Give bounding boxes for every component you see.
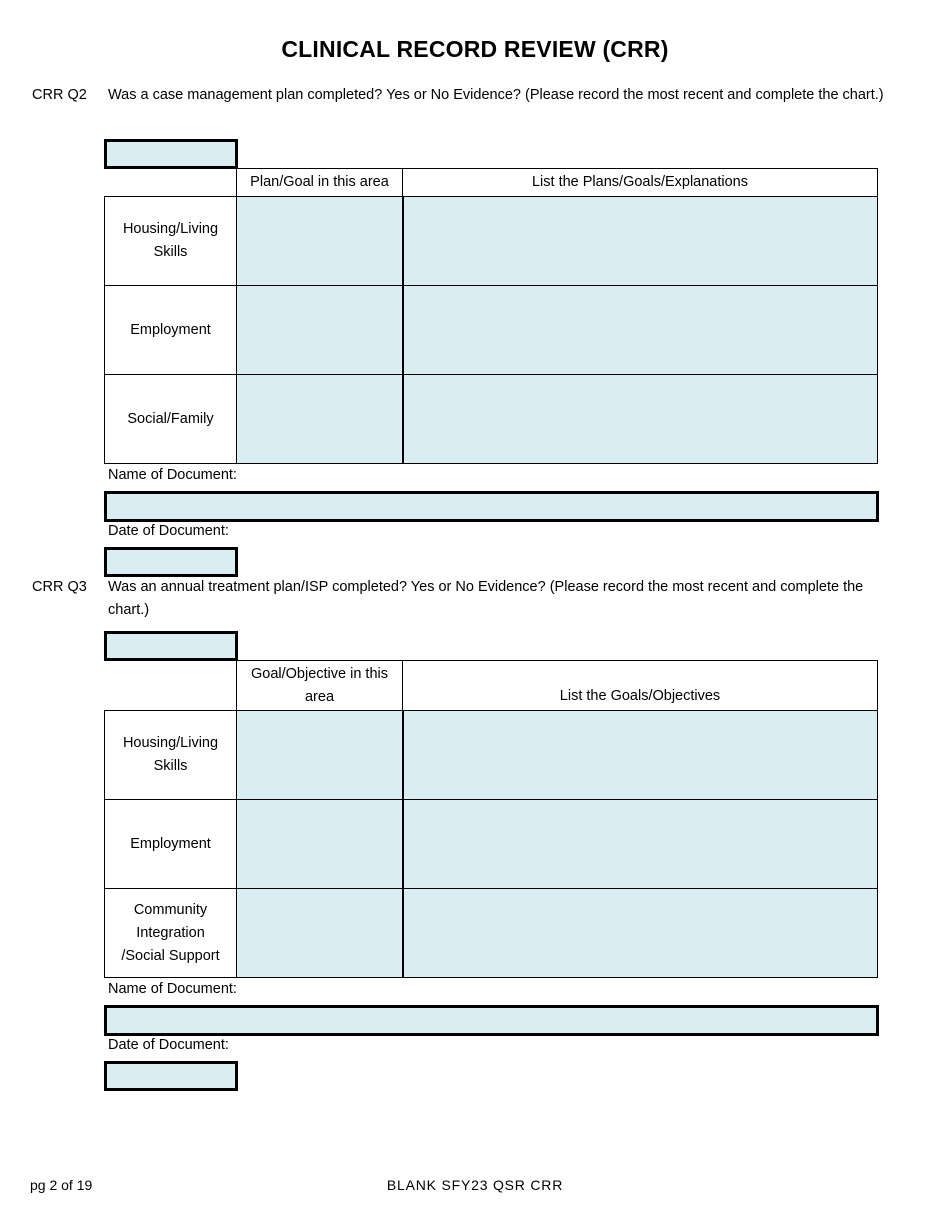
q3-row-label: Housing/Living Skills (104, 710, 237, 800)
q3-document-name-field[interactable] (104, 1005, 879, 1036)
q3-row-label: Employment (104, 799, 237, 889)
q2-question-text: Was a case management plan completed? Yes or No Evidence? (Please record the most recent and complete the chart.) (108, 87, 884, 103)
page-title: CLINICAL RECORD REVIEW (CRR) (281, 36, 669, 62)
q3-row1-list-cell[interactable] (402, 710, 878, 800)
q2-row-label: Housing/Living Skills (104, 196, 237, 286)
q3-row-label: Community Integration /Social Support (104, 888, 237, 978)
q3-answer-field[interactable] (104, 631, 238, 661)
q2-row1-goal-cell[interactable] (236, 196, 403, 286)
q2-date-label: Date of Document: (108, 523, 229, 539)
q3-row3-list-cell[interactable] (402, 888, 878, 978)
q3-row2-goal-cell[interactable] (236, 799, 403, 889)
q2-document-date-field[interactable] (104, 547, 238, 577)
q2-label: CRR Q2 (32, 87, 87, 103)
q3-row2-list-cell[interactable] (402, 799, 878, 889)
q3-date-label: Date of Document: (108, 1037, 229, 1053)
q2-row3-list-cell[interactable] (402, 374, 878, 464)
q2-row-label: Employment (104, 285, 237, 375)
page-number: pg 2 of 19 (30, 1177, 93, 1193)
q2-row2-list-cell[interactable] (402, 285, 878, 375)
q3-label: CRR Q3 (32, 579, 87, 595)
q2-name-label: Name of Document: (108, 467, 237, 483)
q2-col2-header: List the Plans/Goals/Explanations (402, 168, 878, 197)
q2-row1-list-cell[interactable] (402, 196, 878, 286)
q3-document-date-field[interactable] (104, 1061, 238, 1091)
q3-name-label: Name of Document: (108, 981, 237, 997)
q3-question-text: Was an annual treatment plan/ISP completed? Yes or No Evidence? (Please record the most recent and complete the chart.) (108, 579, 864, 618)
q3-col1-header: Goal/Objective in this area (236, 660, 403, 711)
q3-row1-goal-cell[interactable] (236, 710, 403, 800)
q3-col2-header: List the Goals/Objectives (402, 660, 878, 711)
q2-col1-header: Plan/Goal in this area (236, 168, 403, 197)
q2-document-name-field[interactable] (104, 491, 879, 522)
q2-row3-goal-cell[interactable] (236, 374, 403, 464)
q3-row3-goal-cell[interactable] (236, 888, 403, 978)
q2-row-label: Social/Family (104, 374, 237, 464)
q2-row2-goal-cell[interactable] (236, 285, 403, 375)
q2-answer-field[interactable] (104, 139, 238, 169)
document-footer-title: BLANK SFY23 QSR CRR (386, 1177, 564, 1193)
